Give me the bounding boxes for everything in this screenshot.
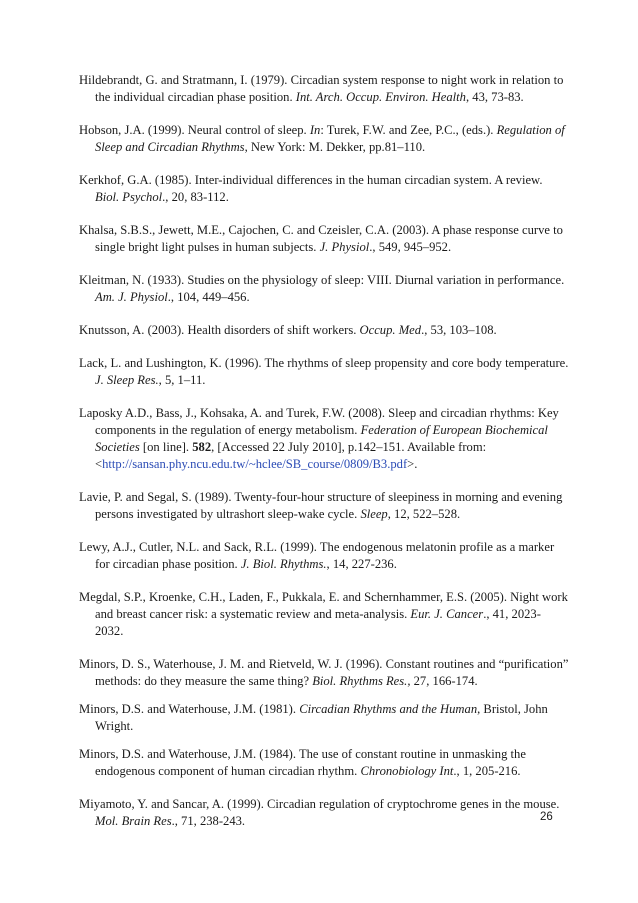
reference-entry-minors-1996: Minors, D. S., Waterhouse, J. M. and Rietveld, W. J. (1996). Constant routines and “purification” methods: do they measure the same thing? Biol. Rhythms Res., 27, 166-174. — [79, 657, 569, 688]
journal-title: J. Biol. Rhythms. — [240, 557, 327, 571]
journal-title: Mol. Brain Res — [95, 814, 172, 828]
reference-entry-lewy: Lewy, A.J., Cutler, N.L. and Sack, R.L. (1999). The endogenous melatonin profile as a marker for circadian phase position. J. Biol. Rhythms., 14, 227-236. — [79, 540, 555, 571]
in-word: In — [309, 123, 321, 137]
reference-entry-kerkhof: Kerkhof, G.A. (1985). Inter-individual differences in the human circadian system. A review. Biol. Psychol., 20, 83-112. — [79, 173, 543, 204]
journal-title: Occup. Med — [359, 323, 422, 337]
journal-title: Chronobiology Int — [360, 764, 454, 778]
reference-entry-kleitman: Kleitman, N. (1933). Studies on the physiology of sleep: VIII. Diurnal variation in performance. Am. J. Physiol., 104, 449–456. — [79, 273, 565, 304]
reference-entry-hobson: Hobson, J.A. (1999). Neural control of sleep. In: Turek, F.W. and Zee, P.C., (eds.). Regulation of Sleep and Circadian Rhythms, New York: M. Dekker, pp.81–110. — [79, 123, 565, 154]
reference-entry-miyamoto: Miyamoto, Y. and Sancar, A. (1999). Circadian regulation of cryptochrome genes in the mouse. Mol. Brain Res., 71, 238-243. — [79, 797, 560, 828]
journal-title: J. Physiol — [319, 240, 370, 254]
source-link[interactable]: http://sansan.phy.ncu.edu.tw/~hclee/SB_course/0809/B3.pdf — [102, 457, 408, 471]
book-title: Regulation of Sleep and Circadian Rhythms — [95, 123, 565, 154]
journal-title: Federation of European Biochemical Societies — [95, 423, 548, 454]
reference-entry-knutsson: Knutsson, A. (2003). Health disorders of shift workers. Occup. Med., 53, 103–108. — [79, 323, 497, 337]
reference-list — [79, 72, 569, 830]
reference-entry-minors-1984: Minors, D.S. and Waterhouse, J.M. (1984). The use of constant routine in unmasking the endogenous component of human circadian rhythm. Chronobiology Int., 1, 205-216. — [79, 747, 526, 778]
page-number: 26 — [540, 811, 553, 823]
journal-title: Int. Arch. Occup. Environ. Health — [295, 90, 466, 104]
journal-title: Biol. Psychol — [95, 190, 163, 204]
volume-number: 582 — [192, 440, 212, 454]
reference-entry-megdal: Megdal, S.P., Kroenke, C.H., Laden, F., Pukkala, E. and Schernhammer, E.S. (2005). Night work and breast cancer risk: a systematic review and meta-analysis. Eur. J. Cancer., 41, 2023-2032. — [79, 590, 568, 638]
reference-entry-minors-1981: Minors, D.S. and Waterhouse, J.M. (1981). Circadian Rhythms and the Human, Bristol, John Wright. — [79, 702, 548, 733]
reference-entry-khalsa: Khalsa, S.B.S., Jewett, M.E., Cajochen, C. and Czeisler, C.A. (2003). A phase response curve to single bright light pulses in human subjects. J. Physiol., 549, 945–952. — [79, 223, 563, 254]
journal-title: Sleep — [360, 507, 388, 521]
reference-entry-hildebrandt: Hildebrandt, G. and Stratmann, I. (1979). Circadian system response to night work in relation to the individual circadian phase position. Int. Arch. Occup. Environ. Health, 43, 73-83. — [79, 73, 564, 104]
reference-entry-lack: Lack, L. and Lushington, K. (1996). The rhythms of sleep propensity and core body temperature. J. Sleep Res., 5, 1–11. — [79, 356, 569, 387]
journal-title: Am. J. Physiol — [95, 290, 168, 304]
journal-title: Biol. Rhythms Res., — [312, 674, 411, 688]
journal-title: Eur. J. Cancer — [410, 607, 484, 621]
reference-entry-lavie: Lavie, P. and Segal, S. (1989). Twenty-four-hour structure of sleepiness in morning and evening persons investigated by ultrashort sleep-wake cycle. Sleep, 12, 522–528. — [79, 490, 563, 521]
journal-title: J. Sleep Res., — [95, 373, 162, 387]
book-title: Circadian Rhythms and the Human — [299, 702, 478, 716]
reference-entry-laposky: Laposky A.D., Bass, J., Kohsaka, A. and Turek, F.W. (2008). Sleep and circadian rhythms: Key components in the regulation of energy metabolism. Federation of European Biochemical Societies [on line]. 582, [Accessed 22 July 2010], p.142–151. Available from: <http://sansan.phy.ncu.edu.tw/~hclee/SB_course/0809/B3.pdf>. — [79, 406, 559, 471]
